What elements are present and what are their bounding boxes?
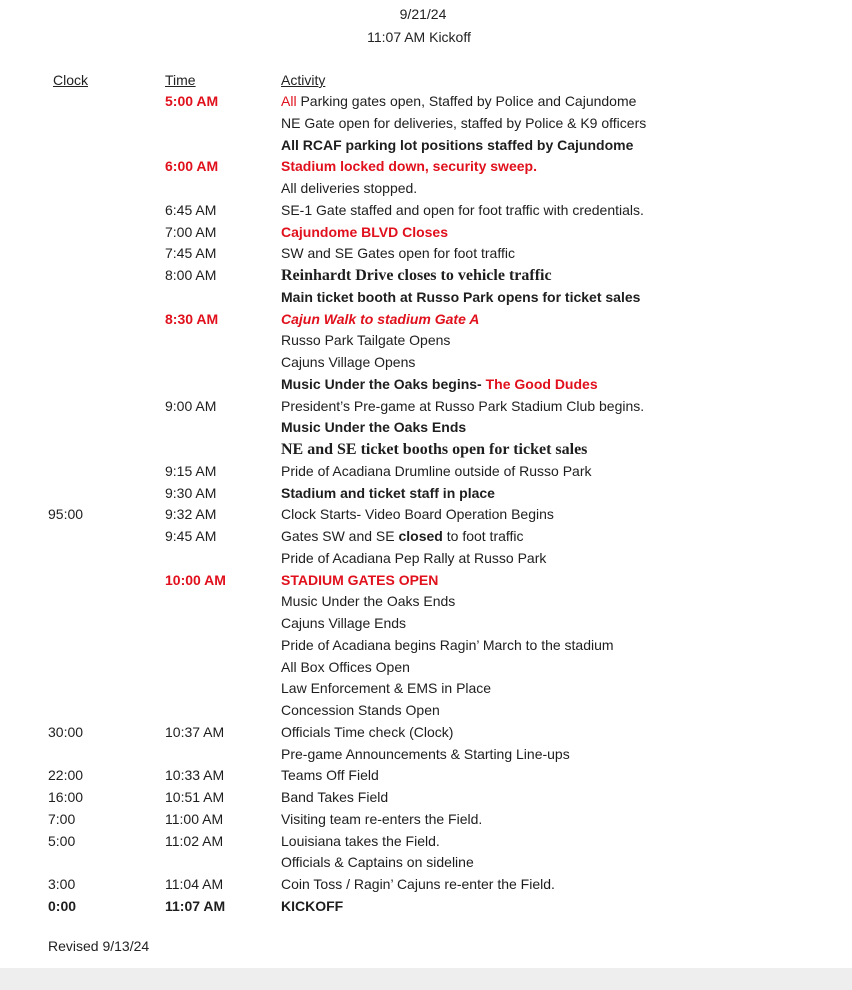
activity-cell — [281, 809, 482, 830]
schedule-row — [0, 178, 852, 199]
event-date: 9/21/24 — [399, 6, 447, 22]
activity-text: Parking gates open, Staffed by Police and Cajundome — [296, 93, 637, 109]
activity-cell — [281, 178, 417, 199]
schedule-row — [0, 809, 852, 830]
time-cell: 7:00 AM — [165, 223, 217, 240]
clock-cell: 3:00 — [48, 876, 76, 892]
activity-text: The Good Dudes — [485, 375, 598, 392]
time-cell: 8:00 AM — [165, 267, 217, 283]
activity-cell — [281, 439, 587, 460]
clock-cell: 5:00 — [48, 832, 76, 849]
activity-text: Cajuns Village Ends — [281, 615, 407, 631]
activity-text: KICKOFF — [281, 897, 344, 914]
viewer-bottom-bar — [0, 968, 852, 990]
activity-text: SE-1 Gate staffed and open for foot traffic with credentials. — [281, 201, 644, 218]
clock-cell: 7:00 — [48, 810, 76, 827]
activity-cell — [281, 374, 598, 395]
activity-cell — [281, 287, 640, 308]
schedule-row — [0, 243, 852, 264]
activity-cell — [281, 113, 646, 134]
schedule-row — [0, 483, 852, 504]
activity-text: Cajuns Village Opens — [281, 354, 416, 370]
activity-cell — [281, 591, 455, 612]
time-cell: 9:45 AM — [165, 528, 217, 544]
schedule-row — [0, 874, 852, 895]
activity-text: Pride of Acadiana Drumline outside of Russo Park — [281, 462, 592, 479]
clock-cell: 0:00 — [48, 897, 77, 914]
activity-cell — [281, 156, 537, 177]
activity-text: Reinhardt Drive closes to vehicle traffic — [281, 267, 552, 284]
cropped-title-line — [200, 0, 660, 5]
activity-text: Stadium and ticket staff in place — [281, 484, 495, 501]
schedule-row — [0, 265, 852, 286]
schedule-row — [0, 526, 852, 547]
activity-text: NE Gate open for deliveries, staffed by Police & K9 officers — [281, 114, 647, 131]
activity-cell — [281, 330, 450, 351]
time-cell: 11:04 AM — [165, 876, 224, 892]
schedule-row — [0, 330, 852, 351]
activity-text: Music Under the Oaks Ends — [281, 419, 467, 436]
schedule-row — [0, 744, 852, 765]
schedule-row — [0, 896, 852, 917]
activity-text: Officials & Captains on sideline — [281, 854, 474, 871]
schedule-row — [0, 113, 852, 134]
schedule-row — [0, 439, 852, 460]
activity-text: NE and SE ticket booths open for ticket sales — [281, 441, 588, 458]
schedule-row — [0, 613, 852, 634]
time-cell: 11:00 AM — [165, 810, 224, 827]
schedule-row — [0, 722, 852, 743]
activity-cell — [281, 91, 636, 112]
activity-cell — [281, 504, 554, 525]
activity-text: Music Under the Oaks Ends — [281, 593, 456, 610]
activity-text: Visiting team re-enters the Field. — [281, 810, 483, 827]
schedule-row — [0, 635, 852, 656]
schedule-row — [0, 461, 852, 482]
schedule-row — [0, 374, 852, 395]
schedule-row — [0, 548, 852, 569]
activity-cell — [281, 222, 448, 243]
activity-text: STADIUM GATES OPEN — [281, 571, 439, 588]
time-cell: 11:07 AM — [165, 897, 226, 914]
column-header-clock: Clock — [53, 72, 89, 88]
schedule-row — [0, 200, 852, 221]
time-cell: 10:51 AM — [165, 789, 225, 805]
activity-cell — [281, 874, 555, 895]
activity-cell — [281, 526, 524, 547]
schedule-row — [0, 504, 852, 525]
activity-text: Concession Stands Open — [281, 702, 440, 718]
activity-text: Coin Toss / Ragin’ Cajuns re-enter the Field. — [281, 876, 555, 892]
activity-cell — [281, 613, 406, 634]
activity-text: Russo Park Tailgate Opens — [281, 332, 451, 349]
activity-text: Stadium locked down, security sweep. — [281, 158, 537, 175]
time-cell: 6:00 AM — [165, 158, 219, 175]
activity-text: President’s Pre-game at Russo Park Stadium Club begins. — [281, 397, 645, 414]
activity-text: Clock Starts- Video Board Operation Begins — [281, 506, 554, 523]
activity-text: SW and SE Gates open for foot traffic — [281, 245, 515, 262]
activity-cell — [281, 657, 410, 678]
activity-text: Music Under the Oaks begins- — [281, 375, 486, 392]
activity-text: Teams Off Field — [281, 767, 379, 784]
schedule-row — [0, 287, 852, 308]
activity-text: All RCAF parking lot positions staffed by Cajundome — [281, 136, 634, 153]
activity-text: Law Enforcement & EMS in Place — [281, 680, 492, 697]
column-header-time: Time — [165, 72, 196, 88]
activity-cell — [281, 265, 552, 286]
time-cell: 11:02 AM — [165, 832, 224, 849]
time-cell: 10:00 AM — [165, 571, 226, 588]
schedule-row — [0, 135, 852, 156]
schedule-row — [0, 352, 852, 373]
activity-cell — [281, 635, 614, 656]
activity-cell — [281, 896, 343, 917]
activity-text: Gates SW and SE — [281, 528, 399, 544]
activity-text: Louisiana takes the Field. — [281, 832, 440, 849]
column-header-activity: Activity — [281, 72, 326, 88]
clock-cell: 30:00 — [48, 723, 84, 740]
activity-text: Band Takes Field — [281, 789, 389, 805]
schedule-row — [0, 831, 852, 852]
activity-cell — [281, 461, 592, 482]
activity-text: Cajun Walk to stadium Gate A — [281, 310, 480, 327]
activity-text: All deliveries stopped. — [281, 180, 418, 196]
activity-cell — [281, 309, 479, 330]
schedule-row — [0, 396, 852, 417]
time-cell: 7:45 AM — [165, 245, 217, 262]
activity-cell — [281, 135, 633, 156]
activity-cell — [281, 396, 644, 417]
activity-cell — [281, 243, 515, 264]
activity-text: closed — [398, 528, 443, 544]
schedule-row — [0, 156, 852, 177]
schedule-row — [0, 417, 852, 438]
activity-cell — [281, 352, 415, 373]
clock-cell: 95:00 — [48, 506, 84, 523]
activity-cell — [281, 765, 379, 786]
schedule-row — [0, 657, 852, 678]
kickoff-time: 11:07 AM Kickoff — [367, 29, 471, 45]
time-cell: 6:45 AM — [165, 201, 217, 218]
time-cell: 10:33 AM — [165, 767, 225, 784]
time-cell: 9:32 AM — [165, 506, 217, 523]
activity-text: Main ticket booth at Russo Park opens for ticket sales — [281, 288, 641, 305]
activity-cell — [281, 678, 491, 699]
activity-cell — [281, 700, 440, 721]
time-cell: 5:00 AM — [165, 93, 219, 109]
activity-text: Pride of Acadiana begins Ragin’ March to the stadium — [281, 636, 614, 653]
activity-text: All — [281, 93, 297, 109]
clock-cell: 16:00 — [48, 789, 84, 805]
time-cell: 9:15 AM — [165, 462, 217, 479]
activity-text: Pride of Acadiana Pep Rally at Russo Park — [281, 549, 547, 566]
activity-cell — [281, 852, 474, 873]
schedule-row — [0, 591, 852, 612]
activity-cell — [281, 744, 570, 765]
activity-cell — [281, 483, 495, 504]
schedule-row — [0, 852, 852, 873]
time-cell: 9:00 AM — [165, 397, 217, 414]
activity-cell — [281, 831, 440, 852]
schedule-row — [0, 765, 852, 786]
schedule-row — [0, 787, 852, 808]
schedule-row — [0, 678, 852, 699]
activity-cell — [281, 570, 438, 591]
schedule-row — [0, 570, 852, 591]
activity-cell — [281, 787, 388, 808]
clock-cell: 22:00 — [48, 767, 84, 784]
revised-note: Revised 9/13/24 — [48, 938, 150, 954]
activity-cell — [281, 200, 644, 221]
activity-cell — [281, 417, 466, 438]
schedule-row — [0, 309, 852, 330]
activity-cell — [281, 722, 453, 743]
time-cell: 10:37 AM — [165, 723, 225, 740]
activity-text: Officials Time check (Clock) — [281, 723, 454, 740]
time-cell: 8:30 AM — [165, 310, 219, 327]
schedule-row — [0, 222, 852, 243]
schedule-row — [0, 700, 852, 721]
schedule-row — [0, 91, 852, 112]
activity-cell — [281, 548, 546, 569]
time-cell: 9:30 AM — [165, 484, 217, 501]
activity-text: Pre-game Announcements & Starting Line-ups — [281, 745, 570, 762]
activity-text: Cajundome BLVD Closes — [281, 223, 448, 240]
activity-text: All Box Offices Open — [281, 658, 410, 675]
activity-text: to foot traffic — [442, 528, 524, 544]
